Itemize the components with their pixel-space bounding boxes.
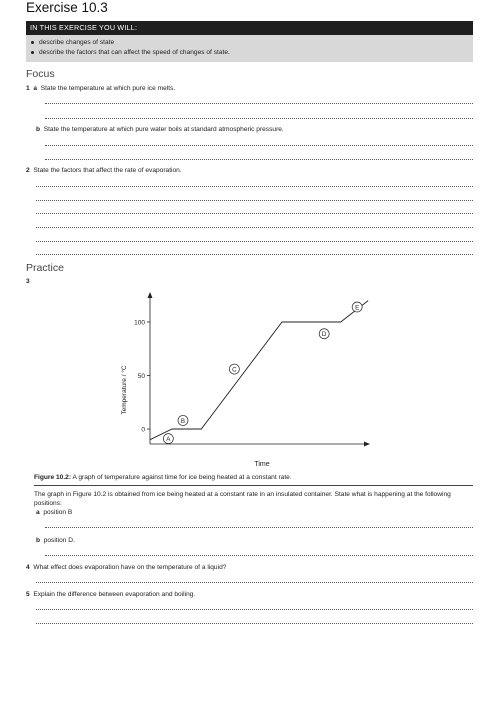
answer-line[interactable] xyxy=(36,582,473,583)
practice-title: Practice xyxy=(26,262,64,274)
answer-line[interactable] xyxy=(45,103,473,104)
question-3b: b position D. xyxy=(36,537,75,544)
answer-line[interactable] xyxy=(36,254,473,255)
answer-line[interactable] xyxy=(45,159,473,160)
answer-line[interactable] xyxy=(36,213,473,214)
point-label-c: C xyxy=(232,366,237,374)
answer-line[interactable] xyxy=(45,145,473,146)
question-2: 2 State the factors that affect the rate of evaporation. xyxy=(26,167,182,174)
point-label-b: B xyxy=(180,417,186,425)
question-4: 4 What effect does evaporation have on the temperature of a liquid? xyxy=(26,564,227,571)
objectives-box xyxy=(26,35,473,62)
answer-line[interactable] xyxy=(36,186,473,187)
answer-line[interactable] xyxy=(36,623,473,624)
objectives-header: IN THIS EXERCISE YOU WILL: xyxy=(26,21,473,35)
question-3-number: 3 xyxy=(26,278,30,285)
question-3a: a position B xyxy=(36,509,73,516)
caption-rule xyxy=(34,485,473,486)
bullet-icon xyxy=(31,41,34,44)
y-tick-label: 0 xyxy=(141,426,145,434)
question-1b: b State the temperature at which pure water boils at standard atmospheric pressure. xyxy=(36,126,284,133)
answer-line[interactable] xyxy=(36,227,473,228)
answer-line[interactable] xyxy=(45,118,473,119)
x-axis-arrow xyxy=(364,442,370,447)
focus-title: Focus xyxy=(26,68,55,80)
question-3-text: The graph in Figure 10.2 is obtained from ice being heated at a constant rate in an insulated container. State what is happening at the following positions: xyxy=(34,491,451,507)
exercise-title: Exercise 10.3 xyxy=(26,0,108,15)
bullet-icon xyxy=(31,51,34,54)
answer-line[interactable] xyxy=(36,200,473,201)
answer-line[interactable] xyxy=(36,609,473,610)
question-5: 5 Explain the difference between evaporation and boiling. xyxy=(26,591,196,598)
temperature-time-chart xyxy=(100,286,380,472)
y-axis-label: Temperature / °C xyxy=(121,365,128,415)
objective-item: describe changes of state xyxy=(31,39,114,46)
answer-line[interactable] xyxy=(45,527,473,528)
question-1a: 1 a State the temperature at which pure ice melts. xyxy=(26,85,176,92)
y-tick-label: 50 xyxy=(137,372,145,380)
figure-caption: Figure 10.2: A graph of temperature against time for ice being heated at a constant rate. xyxy=(34,474,292,481)
y-tick-label: 100 xyxy=(134,319,145,327)
y-axis-arrow xyxy=(148,292,153,298)
objective-item: describe the factors that can affect the speed of changes of state. xyxy=(31,49,230,56)
point-label-d: D xyxy=(321,331,327,339)
x-axis-label: Time xyxy=(254,461,270,468)
point-label-e: E xyxy=(355,304,360,312)
answer-line[interactable] xyxy=(36,241,473,242)
point-label-a: A xyxy=(166,435,171,443)
answer-line[interactable] xyxy=(45,555,473,556)
